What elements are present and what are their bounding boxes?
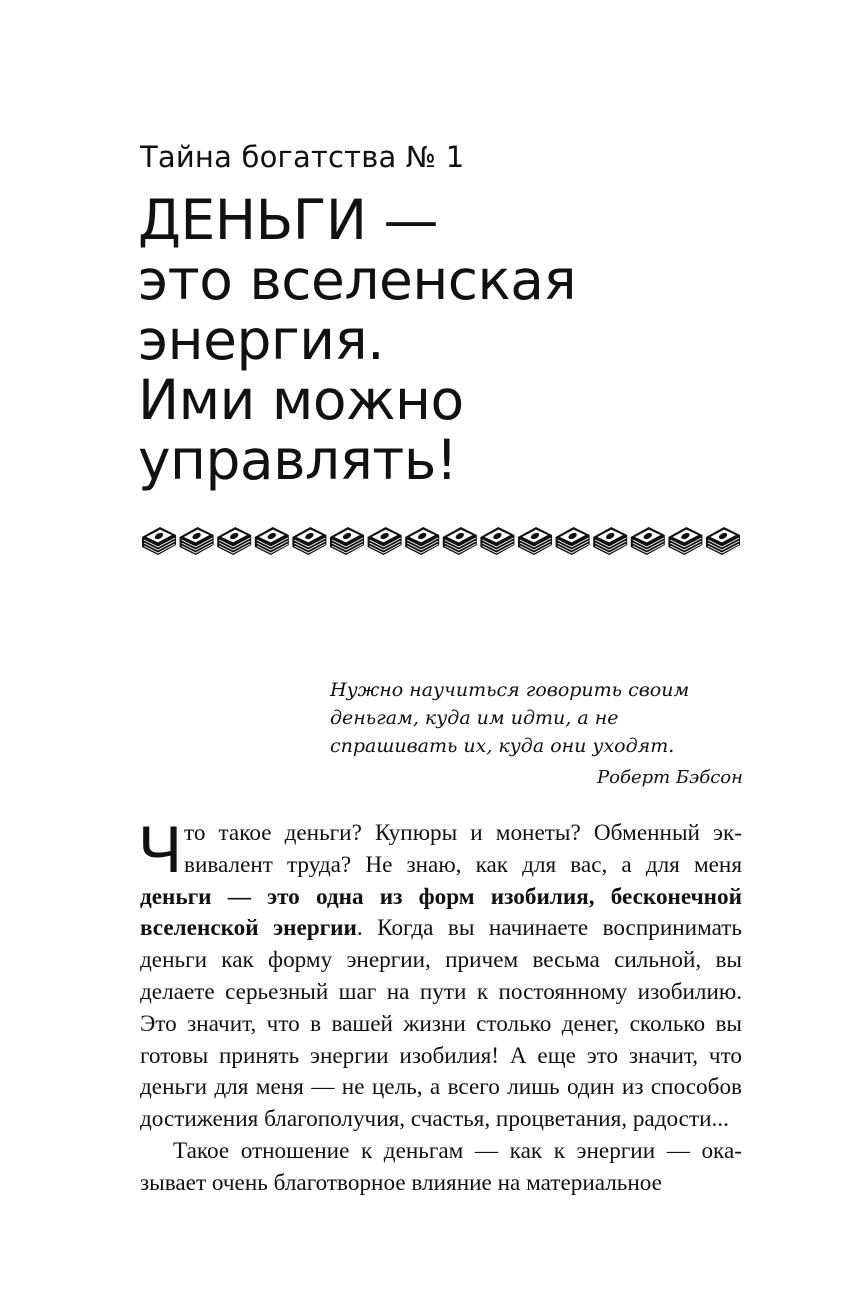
paragraph: Такое отношение к деньгам — как к энергии — оказывает очень благотворное влияние на материальное: [140, 1137, 742, 1196]
banknote-stack-icon: [405, 527, 439, 555]
banknote-stack-icon: [706, 527, 740, 555]
epigraph-author: Роберт Бэбсон: [597, 767, 743, 788]
paragraph-text: то такое деньги? Купюры и монеты? Обменный эквивалент труда? Не знаю, как для вас, а для меня: [184, 820, 742, 878]
drop-cap: Ч: [138, 812, 182, 886]
chapter-title-line: управлять!: [138, 428, 458, 492]
chapter-title: [138, 190, 576, 490]
banknote-stack-icon: [518, 527, 552, 555]
banknote-stack-icon: [217, 527, 251, 555]
epigraph-quote: Нужно научиться говорить своим деньгам, куда им идти, а не спрашивать их, куда они уходят.: [330, 679, 690, 757]
banknote-stack-icon: [255, 527, 289, 555]
chapter-label: Тайна богатства № 1: [140, 140, 465, 174]
paragraph-text: . Когда вы начинаете воспринимать деньги как форму энергии, причем весьма сильной, вы делаете серьезный шаг на пути к постоянному изобилию. Это значит, что в вашей жизни столько денег, сколько вы готовы принять энергии изобилия! А еще это значит, что деньги для меня — не цель, а всего лишь один из способов достижения благополучия, счастья, процветания, радости...: [140, 915, 742, 1133]
banknote-stack-icon: [292, 527, 326, 555]
banknote-stack-icon: [668, 527, 702, 555]
banknote-ornament: [140, 519, 740, 559]
paragraph-bold-text: деньги — это одна из форм изобилия, бесконечной вселенской энергии: [140, 883, 742, 942]
banknote-stack-icon: [480, 527, 514, 555]
paragraph: [138, 812, 742, 1136]
chapter-title-line: Ими можно: [138, 368, 464, 432]
banknote-stack-icon: [556, 527, 590, 555]
banknote-stack-icon: [631, 527, 665, 555]
banknote-stack-icon: [593, 527, 627, 555]
body-text: [138, 812, 742, 1200]
chapter-title-line: это вселенская: [138, 248, 577, 312]
chapter-title-line: энергия.: [138, 308, 385, 372]
epigraph: [330, 676, 743, 792]
banknote-stack-icon: [142, 527, 176, 555]
banknote-stack-icon: [330, 527, 364, 555]
banknote-stack-icon: [443, 527, 477, 555]
banknote-stack-icon: [368, 527, 402, 555]
banknote-stack-icon: [180, 527, 214, 555]
chapter-title-line: ДЕНЬГИ —: [138, 188, 438, 252]
